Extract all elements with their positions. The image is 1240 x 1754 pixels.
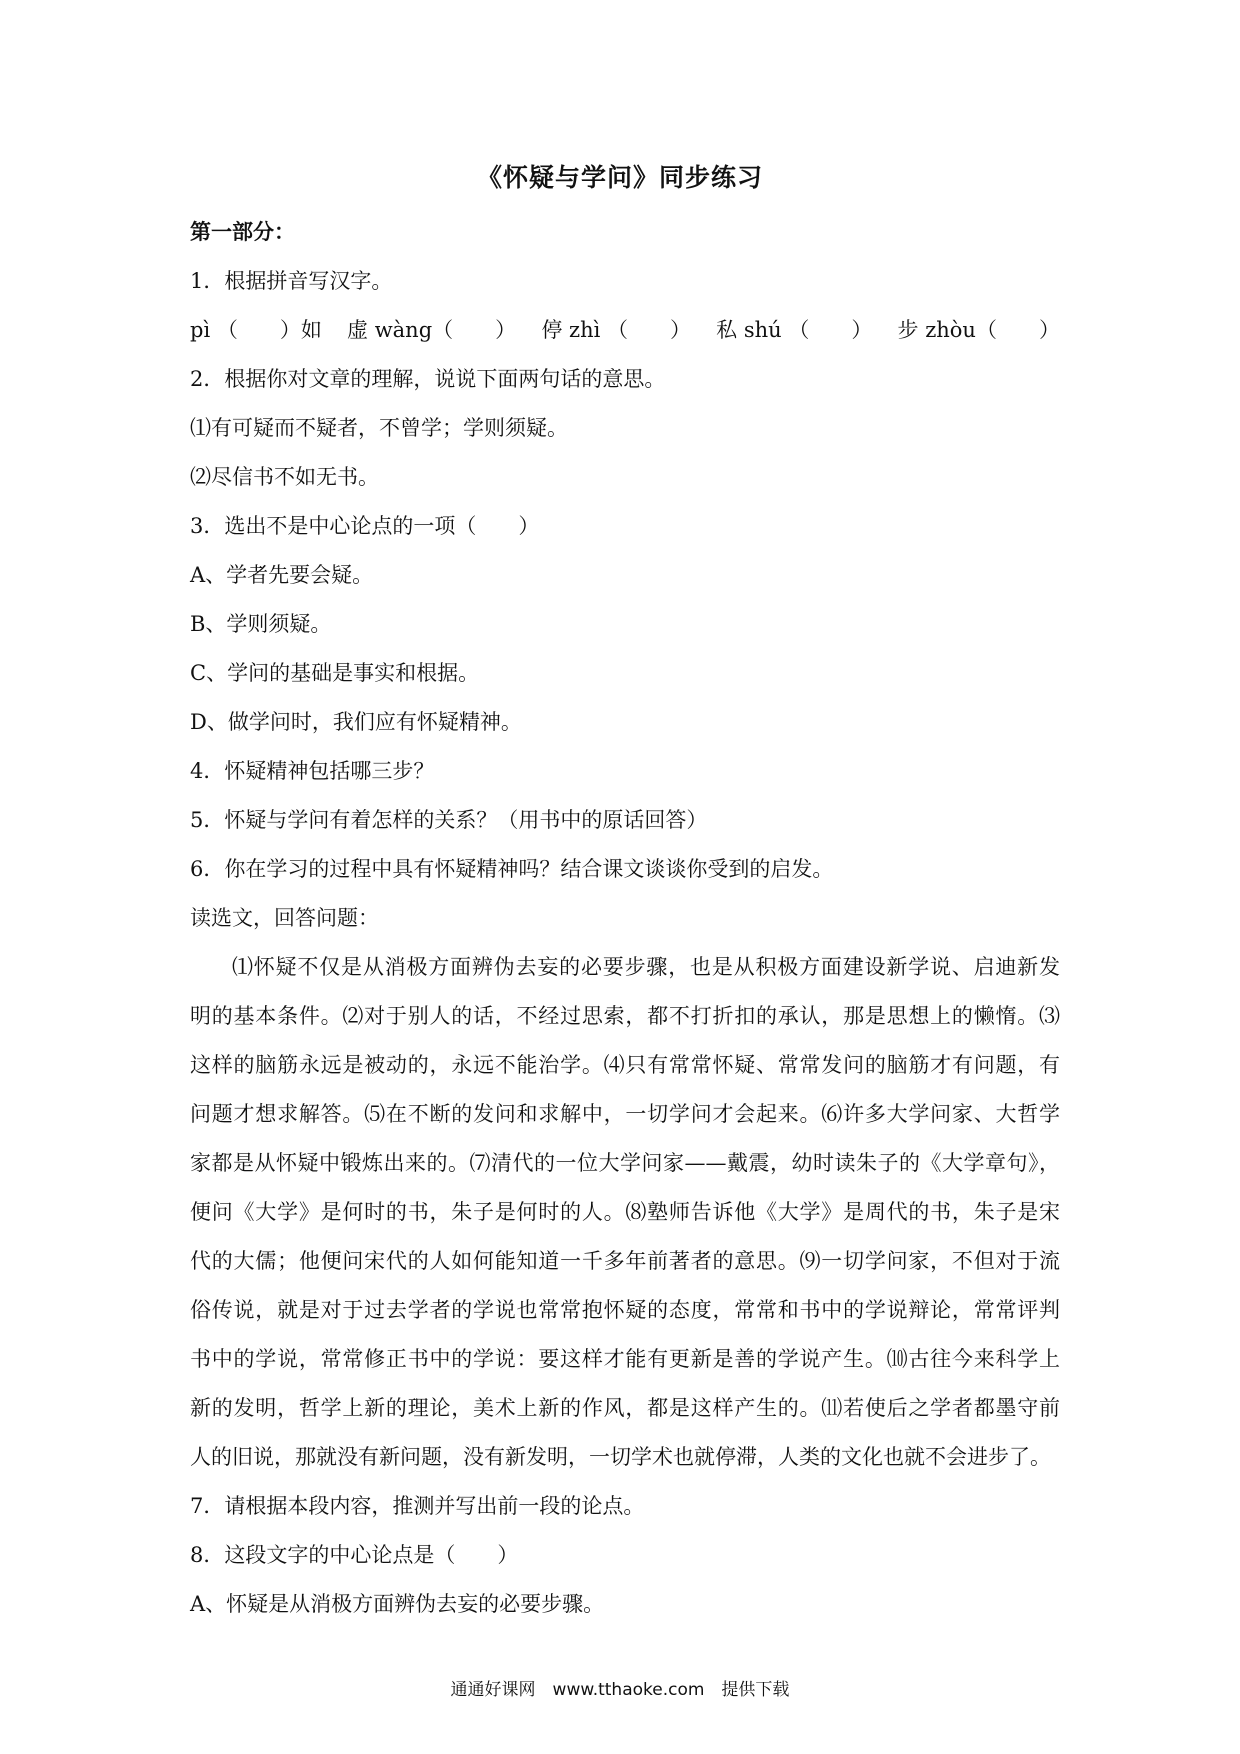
question-2-sub-1: ⑴有可疑而不疑者，不曾学；学则须疑。 bbox=[190, 416, 568, 440]
question-3-option-d: D、做学问时，我们应有怀疑精神。 bbox=[190, 710, 522, 734]
pinyin-item: 私 shú （ ） bbox=[716, 318, 873, 342]
question-1: 1．根据拼音写汉字。 bbox=[190, 269, 393, 293]
document-body bbox=[190, 208, 1060, 1629]
passage-line: 家都是从怀疑中锻炼出来的。⑺清代的一位大学问家——戴震，幼时读朱子的《大学章句》， bbox=[190, 1151, 1060, 1175]
passage-line: 书中的学说，常常修正书中的学说：要这样才能有更新是善的学说产生。⑽古往今来科学上 bbox=[190, 1347, 1060, 1371]
passage-line: 代的大儒；他便问宋代的人如何能知道一千多年前著者的意思。⑼一切学问家，不但对于流 bbox=[190, 1249, 1060, 1273]
passage-line: 俗传说，就是对于过去学者的学说也常常抱怀疑的态度，常常和书中的学说辩论，常常评判 bbox=[190, 1298, 1060, 1322]
question-6: 6．你在学习的过程中具有怀疑精神吗？结合课文谈谈你受到的启发。 bbox=[190, 857, 834, 881]
pinyin-item: pì （ ）如 bbox=[190, 318, 322, 342]
question-8: 8．这段文字的中心论点是（ ） bbox=[190, 1543, 519, 1567]
question-2: 2．根据你对文章的理解，说说下面两句话的意思。 bbox=[190, 367, 666, 391]
page-footer: 通通好课网 www.tthaoke.com 提供下载 bbox=[450, 1680, 790, 1700]
question-3-option-c: C、学问的基础是事实和根据。 bbox=[190, 661, 480, 685]
passage-line: 问题才想求解答。⑸在不断的发问和求解中，一切学问才会起来。⑹许多大学问家、大哲学 bbox=[190, 1102, 1060, 1126]
question-3-option-b: B、学则须疑。 bbox=[190, 612, 332, 636]
pinyin-item: 停 zhì （ ） bbox=[541, 318, 691, 342]
question-2-sub-2: ⑵尽信书不如无书。 bbox=[190, 465, 379, 489]
question-5: 5．怀疑与学问有着怎样的关系？（用书中的原话回答） bbox=[190, 808, 708, 832]
question-4: 4．怀疑精神包括哪三步？ bbox=[190, 759, 435, 783]
question-3-option-a: A、学者先要会疑。 bbox=[190, 563, 374, 587]
passage-line: 明的基本条件。⑵对于别人的话，不经过思索，都不打折扣的承认，那是思想上的懒惰。⑶ bbox=[190, 1004, 1060, 1028]
passage-line: 便问《大学》是何时的书，朱子是何时的人。⑻塾师告诉他《大学》是周代的书，朱子是宋 bbox=[190, 1200, 1060, 1224]
question-3: 3．选出不是中心论点的一项（ ） bbox=[190, 514, 540, 538]
section-heading: 第一部分： bbox=[190, 220, 295, 244]
question-7: 7．请根据本段内容，推测并写出前一段的论点。 bbox=[190, 1494, 645, 1518]
pinyin-item: 虚 wàng（ ） bbox=[347, 318, 517, 342]
reading-intro: 读选文，回答问题： bbox=[190, 906, 379, 930]
reading-passage bbox=[190, 943, 1060, 1482]
question-8-option-a: A、怀疑是从消极方面辨伪去妄的必要步骤。 bbox=[190, 1592, 605, 1616]
page-title: 《怀疑与学问》同步练习 bbox=[476, 163, 763, 192]
passage-line: 这样的脑筋永远是被动的，永远不能治学。⑷只有常常怀疑、常常发问的脑筋才有问题，有 bbox=[190, 1053, 1060, 1077]
passage-line: 人的旧说，那就没有新问题，没有新发明，一切学术也就停滞，人类的文化也就不会进步了。 bbox=[190, 1445, 1051, 1469]
pinyin-item: 步 zhòu（ ） bbox=[897, 318, 1060, 342]
passage-line: ⑴怀疑不仅是从消极方面辨伪去妄的必要步骤，也是从积极方面建设新学说、启迪新发 bbox=[232, 955, 1060, 979]
pinyin-items-row bbox=[190, 306, 1060, 355]
passage-line: 新的发明，哲学上新的理论，美术上新的作风，都是这样产生的。⑾若使后之学者都墨守前 bbox=[190, 1396, 1060, 1420]
